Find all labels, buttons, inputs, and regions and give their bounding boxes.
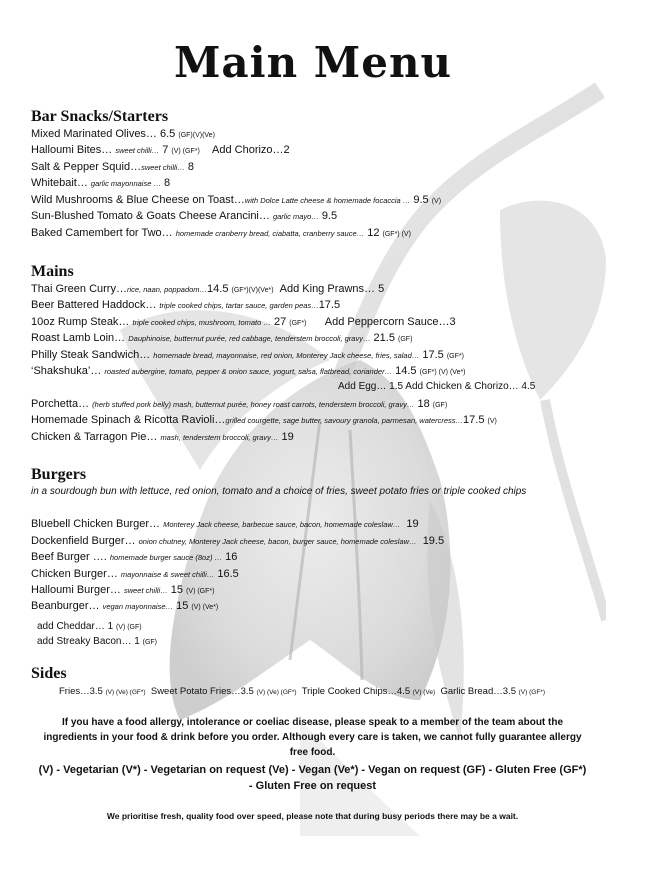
item-price: 6.5 bbox=[160, 128, 176, 140]
item-tags: (V) (Ve*) bbox=[191, 604, 219, 611]
item-tags: (V) (GF*) bbox=[171, 148, 200, 155]
item-tags: (V) bbox=[431, 198, 442, 205]
item-desc: vegan mayonnaise… bbox=[102, 602, 174, 611]
item-name: Roast Lamb Loin… bbox=[31, 332, 126, 344]
item-name: Dockenfield Burger… bbox=[31, 535, 136, 547]
menu-item bbox=[31, 226, 411, 242]
item-name: Beef Burger …. bbox=[31, 551, 107, 563]
menu-item bbox=[31, 176, 170, 191]
item-addon: Add Peppercorn Sauce…3 bbox=[324, 316, 456, 328]
item-price: 8 bbox=[187, 161, 195, 173]
menu-item bbox=[31, 127, 215, 143]
item-price: 17.5 bbox=[463, 414, 485, 426]
menu-item bbox=[31, 599, 218, 615]
item-name: Bluebell Chicken Burger… bbox=[31, 518, 161, 530]
item-desc: with Dolce Latte cheese & homemade focaccia … bbox=[244, 196, 411, 205]
item-desc: homemade cranberry bread, ciabatta, cranberry sauce… bbox=[175, 229, 365, 238]
item-name: Chicken Burger… bbox=[31, 568, 118, 580]
menu-item bbox=[31, 143, 290, 159]
addon-price: 1 bbox=[134, 636, 140, 647]
side-item: Triple Cooked Chips…4.5 (V) (Ve) bbox=[301, 686, 436, 697]
item-price: 19.5 bbox=[422, 535, 445, 547]
item-desc: mash, tenderstem broccoli, gravy… bbox=[160, 433, 279, 442]
item-price: 9.5 bbox=[413, 194, 429, 206]
item-name: Porchetta… bbox=[31, 398, 90, 410]
menu-item bbox=[31, 567, 239, 582]
item-desc: homemade burger sauce (8oz) … bbox=[109, 553, 223, 562]
item-name: Whitebait… bbox=[31, 177, 88, 189]
menu-item bbox=[31, 193, 441, 209]
item-tags: (GF) bbox=[432, 402, 448, 409]
section-heading-mains: Mains bbox=[31, 263, 74, 280]
item-price: 21.5 bbox=[373, 332, 395, 344]
menu-item bbox=[31, 550, 237, 565]
item-name: Mixed Marinated Olives… bbox=[31, 128, 157, 140]
item-desc: sweet chilli… bbox=[123, 586, 168, 595]
item-desc: onion chutney, Monterey Jack cheese, bacon, burger sauce, homemade coleslaw… bbox=[138, 537, 417, 546]
side-item: Garlic Bread…3.5 (V) (GF*) bbox=[440, 686, 545, 697]
item-name: Beer Battered Haddock… bbox=[31, 299, 157, 311]
item-tags: (V) (GF*) bbox=[186, 588, 215, 595]
item-name: 10oz Rump Steak… bbox=[31, 316, 130, 328]
item-name: Thai Green Curry… bbox=[31, 283, 127, 295]
addon-price: 1 bbox=[107, 621, 114, 632]
item-tags: (GF*) (V) (Ve*) bbox=[419, 369, 466, 376]
item-price: 15 bbox=[170, 584, 184, 596]
footer-note: We prioritise fresh, quality food over speed, please note that during busy periods there may be a wait. bbox=[106, 811, 519, 821]
item-price: 17.5 bbox=[422, 349, 444, 361]
sides-list bbox=[59, 686, 545, 697]
menu-item bbox=[31, 315, 456, 331]
section-heading-burgers: Burgers bbox=[31, 466, 87, 483]
menu-item bbox=[31, 348, 464, 364]
item-desc: mayonnaise & sweet chilli… bbox=[120, 570, 215, 579]
item-desc: triple cooked chips, mushroom, tomato … bbox=[132, 318, 271, 327]
item-price: 15 bbox=[176, 600, 189, 612]
item-price: 16.5 bbox=[217, 568, 239, 580]
menu-item bbox=[31, 397, 447, 413]
item-price: 7 bbox=[162, 144, 169, 156]
item-tags: (V) bbox=[487, 418, 497, 425]
addon-tags: (V) (GF) bbox=[115, 624, 142, 631]
item-name: ‘Shakshuka’… bbox=[31, 365, 102, 377]
item-price: 18 bbox=[417, 398, 430, 410]
item-name: Beanburger… bbox=[31, 600, 100, 612]
menu-item bbox=[31, 364, 466, 380]
item-tags: (GF*)(V)(Ve*) bbox=[231, 287, 274, 294]
item-name: Halloumi Burger… bbox=[31, 584, 121, 596]
addon-tags: (GF) bbox=[142, 639, 158, 646]
item-desc: Dauphinoise, butternut purée, red cabbage, tenderstem broccoli, gravy… bbox=[128, 334, 371, 343]
menu-item bbox=[31, 160, 194, 175]
addon-item bbox=[37, 620, 142, 635]
menu-item bbox=[31, 331, 412, 347]
item-desc: Monterey Jack cheese, barbecue sauce, bacon, homemade coleslaw… bbox=[163, 520, 401, 529]
page-title: Main Menu bbox=[173, 38, 453, 87]
burgers-subtitle: in a sourdough bun with lettuce, red onion, tomato and a choice of fries, sweet potato fries or triple cooked chips bbox=[31, 486, 527, 497]
item-name: Homemade Spinach & Ricotta Ravioli… bbox=[31, 414, 226, 426]
menu-item bbox=[31, 209, 337, 224]
item-name: Salt & Pepper Squid… bbox=[31, 161, 142, 173]
addon-name: add Streaky Bacon… bbox=[37, 636, 132, 647]
item-addon: Add King Prawns… 5 bbox=[279, 283, 385, 295]
menu-item bbox=[31, 430, 294, 445]
addon-name: add Cheddar… bbox=[37, 621, 105, 632]
item-tags: (GF*) (V) bbox=[382, 231, 411, 238]
section-heading-starters: Bar Snacks/Starters bbox=[31, 108, 169, 125]
allergy-notice bbox=[20, 715, 605, 760]
menu-item bbox=[31, 298, 340, 313]
item-desc: sweet chilli… bbox=[115, 146, 160, 155]
item-price: 9.5 bbox=[321, 210, 338, 222]
item-desc: garlic mayo… bbox=[272, 212, 319, 221]
menu-item bbox=[31, 282, 384, 298]
shakshuka-addons: Add Egg… 1.5 Add Chicken & Chorizo… 4.5 bbox=[338, 381, 536, 392]
item-price: 14.5 bbox=[395, 365, 417, 377]
item-tags: (GF) bbox=[398, 336, 413, 343]
allergy-line: ingredients in your food & drink before you order. Although every care is taken, we cannot fully guarantee allergy bbox=[43, 732, 582, 743]
item-desc: roasted aubergine, tomato, pepper & onion sauce, yogurt, salsa, flatbread, coriander… bbox=[104, 367, 393, 376]
menu-item bbox=[31, 583, 214, 599]
item-name: Halloumi Bites… bbox=[31, 144, 113, 156]
allergy-line: If you have a food allergy, intolerance or coeliac disease, please speak to a member of the team about the bbox=[61, 717, 564, 728]
item-price: 14.5 bbox=[207, 283, 229, 295]
item-name: Baked Camembert for Two… bbox=[31, 227, 173, 239]
item-name: Chicken & Tarragon Pie… bbox=[31, 431, 158, 443]
addon-item bbox=[37, 635, 157, 650]
menu-item bbox=[31, 413, 497, 429]
legend-line: - Gluten Free on request bbox=[248, 780, 377, 792]
item-name: Sun-Blushed Tomato & Goats Cheese Arancini… bbox=[31, 210, 270, 222]
item-tags: (GF)(V)(Ve) bbox=[178, 132, 215, 139]
item-name: Wild Mushrooms & Blue Cheese on Toast… bbox=[31, 194, 245, 206]
side-item: Sweet Potato Fries…3.5 (V) (Ve) (GF*) bbox=[150, 686, 297, 697]
item-desc: (herb stuffed pork belly) mash, butternut purée, honey roast carrots, tenderstem broccoli, gravy… bbox=[92, 400, 415, 409]
legend-line: (V) - Vegetarian (V*) - Vegetarian on request (Ve) - Vegan (Ve*) - Vegan on request (GF) - Gluten Free (GF*) bbox=[38, 764, 587, 776]
item-name: Philly Steak Sandwich… bbox=[31, 349, 151, 361]
item-tags: (GF*) bbox=[446, 353, 464, 360]
item-price: 12 bbox=[367, 227, 380, 239]
item-price: 8 bbox=[164, 177, 171, 189]
item-price: 19 bbox=[406, 518, 419, 530]
menu-item bbox=[31, 517, 419, 532]
item-desc: garlic mayonnaise … bbox=[90, 179, 161, 188]
item-price: 19 bbox=[281, 431, 294, 443]
item-price: 17.5 bbox=[318, 299, 341, 311]
item-addon: Add Chorizo…2 bbox=[212, 144, 290, 156]
item-price: 16 bbox=[225, 551, 238, 563]
item-desc: homemade bread, mayonnaise, red onion, Monterey Jack cheese, fries, salad… bbox=[153, 351, 420, 360]
dietary-legend bbox=[20, 762, 605, 794]
allergy-line: free food. bbox=[289, 747, 336, 758]
item-desc: grilled courgette, sage butter, savoury granola, parmesan, watercress… bbox=[225, 416, 464, 425]
section-heading-sides: Sides bbox=[31, 665, 67, 682]
item-desc: rice, naan, poppadom… bbox=[126, 285, 208, 294]
item-desc: triple cooked chips, tartar sauce, garden peas… bbox=[159, 301, 319, 310]
item-tags: (GF*) bbox=[289, 320, 307, 327]
item-price: 27 bbox=[273, 316, 287, 328]
menu-item bbox=[31, 534, 444, 549]
side-item: Fries…3.5 (V) (Ve) (GF*) bbox=[59, 686, 146, 697]
item-desc: sweet chilli… bbox=[141, 163, 185, 172]
